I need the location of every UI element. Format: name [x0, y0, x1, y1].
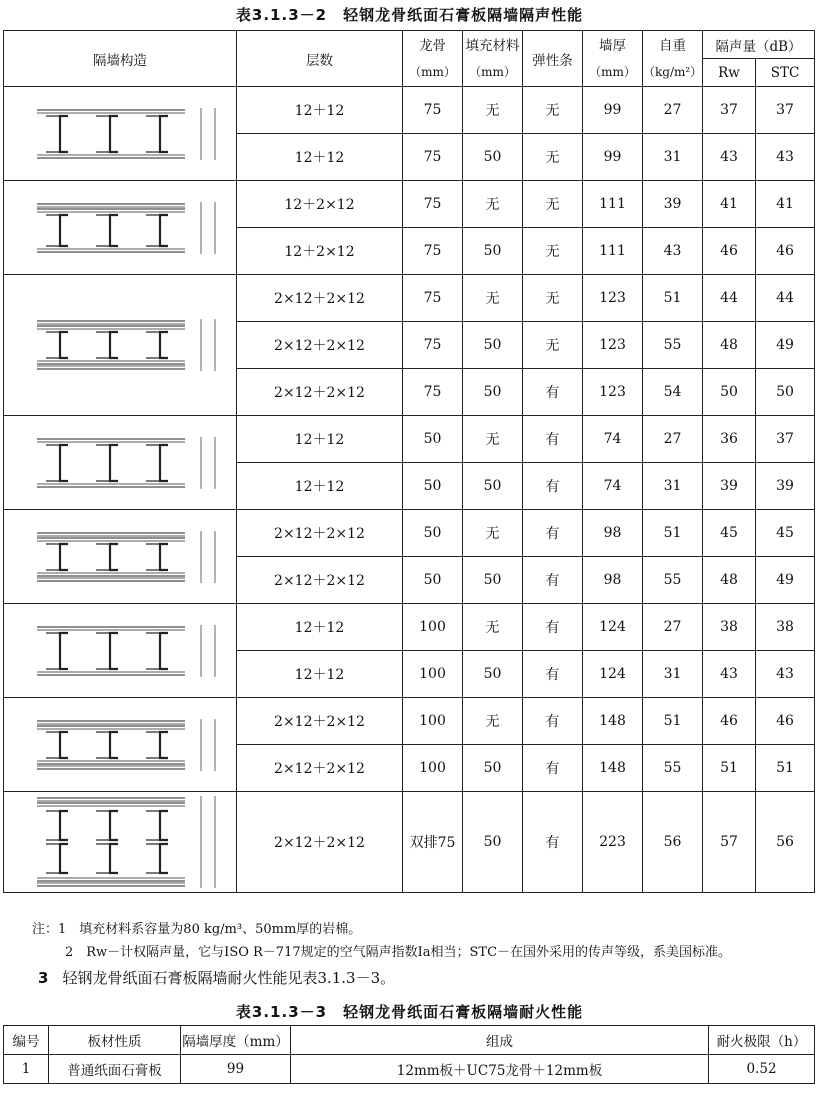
table3-cell-3: 12mm板＋UC75龙骨＋12mm板 [291, 1055, 709, 1084]
wall-section-diagram [15, 792, 225, 892]
table3-cell-1: 普通纸面石膏板 [49, 1055, 181, 1084]
table3-title: 表3.1.3－3 轻钢龙骨纸面石膏板隔墙耐火性能 [235, 1003, 584, 1021]
cell-weight: 55 [643, 745, 703, 792]
cell-fill: 无 [463, 510, 523, 557]
table3-cell-0: 1 [4, 1055, 49, 1084]
cell-fill: 无 [463, 698, 523, 745]
cell-layers: 2×12＋2×12 [237, 698, 403, 745]
cell-strip: 有 [523, 745, 583, 792]
cell-rw: 45 [703, 510, 756, 557]
cell-rw: 48 [703, 557, 756, 604]
cell-rw: 43 [703, 134, 756, 181]
table2-body [4, 87, 815, 893]
wall-structure-cell [4, 792, 237, 893]
cell-thickness: 111 [583, 181, 643, 228]
cell-stud: 100 [403, 604, 463, 651]
cell-rw: 48 [703, 322, 756, 369]
cell-stud: 75 [403, 181, 463, 228]
cell-stc: 43 [756, 134, 815, 181]
cell-stud: 双排75 [403, 792, 463, 893]
table3-header-2: 隔墙厚度（mm） [181, 1026, 291, 1055]
cell-strip: 有 [523, 463, 583, 510]
wall-section-diagram [15, 315, 225, 375]
cell-layers: 2×12＋2×12 [237, 322, 403, 369]
cell-fill: 无 [463, 604, 523, 651]
cell-fill: 无 [463, 416, 523, 463]
cell-strip: 有 [523, 416, 583, 463]
wall-structure-cell [4, 87, 237, 181]
cell-fill: 50 [463, 134, 523, 181]
cell-rw: 50 [703, 369, 756, 416]
table-row [4, 792, 815, 893]
cell-stud: 100 [403, 698, 463, 745]
cell-stc: 39 [756, 463, 815, 510]
cell-weight: 31 [643, 651, 703, 698]
cell-layers: 12＋12 [237, 134, 403, 181]
cell-thickness: 111 [583, 228, 643, 275]
cell-strip: 无 [523, 275, 583, 322]
cell-strip: 无 [523, 181, 583, 228]
header-layers: 层数 [237, 31, 403, 87]
header-thickness: 墙厚 （mm） [583, 31, 643, 87]
cell-stud: 75 [403, 87, 463, 134]
header-structure: 隔墙构造 [4, 31, 237, 87]
cell-strip: 无 [523, 134, 583, 181]
cell-weight: 39 [643, 181, 703, 228]
fire-resistance-table [3, 1025, 815, 1084]
cell-rw: 39 [703, 463, 756, 510]
section-3: 3 轻钢龙骨纸面石膏板隔墙耐火性能见表3.1.3－3。 [38, 969, 396, 987]
cell-layers: 2×12＋2×12 [237, 369, 403, 416]
cell-strip: 无 [523, 322, 583, 369]
cell-weight: 51 [643, 510, 703, 557]
cell-weight: 54 [643, 369, 703, 416]
cell-layers: 12＋12 [237, 604, 403, 651]
cell-layers: 2×12＋2×12 [237, 275, 403, 322]
wall-structure-cell [4, 604, 237, 698]
cell-weight: 43 [643, 228, 703, 275]
cell-thickness: 123 [583, 369, 643, 416]
cell-strip: 有 [523, 792, 583, 893]
cell-stud: 75 [403, 134, 463, 181]
cell-stud: 75 [403, 369, 463, 416]
cell-rw: 51 [703, 745, 756, 792]
cell-rw: 57 [703, 792, 756, 893]
cell-layers: 12＋12 [237, 87, 403, 134]
table2-title: 表3.1.3－2 轻钢龙骨纸面石膏板隔墙隔声性能 [235, 6, 584, 24]
cell-rw: 46 [703, 228, 756, 275]
cell-rw: 43 [703, 651, 756, 698]
wall-structure-cell [4, 698, 237, 792]
cell-layers: 2×12＋2×12 [237, 510, 403, 557]
table-row [4, 698, 815, 745]
cell-thickness: 148 [583, 698, 643, 745]
cell-layers: 12＋2×12 [237, 228, 403, 275]
cell-weight: 31 [643, 463, 703, 510]
cell-stc: 51 [756, 745, 815, 792]
cell-fill: 50 [463, 745, 523, 792]
cell-stud: 50 [403, 557, 463, 604]
cell-thickness: 223 [583, 792, 643, 893]
cell-stc: 37 [756, 416, 815, 463]
cell-thickness: 99 [583, 134, 643, 181]
cell-stud: 75 [403, 275, 463, 322]
cell-weight: 55 [643, 557, 703, 604]
table3-header-0: 编号 [4, 1026, 49, 1055]
notes [32, 918, 731, 964]
cell-layers: 12＋2×12 [237, 181, 403, 228]
cell-weight: 51 [643, 275, 703, 322]
table-row [4, 1055, 815, 1084]
cell-fill: 50 [463, 463, 523, 510]
cell-stc: 41 [756, 181, 815, 228]
wall-section-diagram [15, 104, 225, 164]
cell-stud: 50 [403, 416, 463, 463]
cell-strip: 有 [523, 557, 583, 604]
cell-stud: 100 [403, 651, 463, 698]
table3-header-3: 组成 [291, 1026, 709, 1055]
cell-layers: 2×12＋2×12 [237, 557, 403, 604]
table-row [4, 275, 815, 322]
cell-stud: 100 [403, 745, 463, 792]
wall-section-diagram [15, 527, 225, 587]
cell-weight: 27 [643, 87, 703, 134]
cell-stc: 56 [756, 792, 815, 893]
cell-weight: 31 [643, 134, 703, 181]
table-row [4, 510, 815, 557]
cell-rw: 44 [703, 275, 756, 322]
table-row [4, 87, 815, 134]
wall-structure-cell [4, 181, 237, 275]
cell-strip: 有 [523, 369, 583, 416]
cell-stud: 75 [403, 322, 463, 369]
cell-fill: 无 [463, 87, 523, 134]
cell-stc: 50 [756, 369, 815, 416]
header-rw: Rw [703, 59, 756, 87]
cell-thickness: 99 [583, 87, 643, 134]
cell-fill: 50 [463, 228, 523, 275]
table-row [4, 416, 815, 463]
cell-strip: 有 [523, 604, 583, 651]
wall-section-diagram [15, 715, 225, 775]
cell-stud: 50 [403, 463, 463, 510]
table-row [4, 604, 815, 651]
wall-structure-cell [4, 416, 237, 510]
cell-layers: 2×12＋2×12 [237, 792, 403, 893]
cell-thickness: 124 [583, 651, 643, 698]
cell-weight: 55 [643, 322, 703, 369]
table3-header-4: 耐火极限（h） [709, 1026, 815, 1055]
wall-section-diagram [15, 621, 225, 681]
cell-stc: 43 [756, 651, 815, 698]
cell-strip: 有 [523, 651, 583, 698]
cell-stc: 45 [756, 510, 815, 557]
cell-thickness: 74 [583, 463, 643, 510]
cell-weight: 56 [643, 792, 703, 893]
cell-stc: 49 [756, 557, 815, 604]
cell-thickness: 123 [583, 275, 643, 322]
header-sound: 隔声量（dB） [703, 31, 815, 59]
cell-thickness: 123 [583, 322, 643, 369]
cell-thickness: 148 [583, 745, 643, 792]
cell-layers: 2×12＋2×12 [237, 745, 403, 792]
cell-layers: 12＋12 [237, 463, 403, 510]
cell-stc: 38 [756, 604, 815, 651]
wall-section-diagram [15, 433, 225, 493]
cell-thickness: 98 [583, 557, 643, 604]
cell-thickness: 98 [583, 510, 643, 557]
cell-fill: 50 [463, 369, 523, 416]
table3-header-1: 板材性质 [49, 1026, 181, 1055]
cell-thickness: 124 [583, 604, 643, 651]
cell-fill: 50 [463, 557, 523, 604]
table3-cell-2: 99 [181, 1055, 291, 1084]
cell-stc: 37 [756, 87, 815, 134]
cell-strip: 有 [523, 510, 583, 557]
cell-fill: 无 [463, 275, 523, 322]
cell-rw: 36 [703, 416, 756, 463]
cell-layers: 12＋12 [237, 416, 403, 463]
cell-strip: 无 [523, 87, 583, 134]
wall-structure-cell [4, 275, 237, 416]
cell-fill: 无 [463, 181, 523, 228]
header-stc: STC [756, 59, 815, 87]
note-1: 注：1 填充材料系容量为80 kg/m³、50mm厚的岩棉。 [32, 922, 362, 937]
header-fill: 填充材料 （mm） [463, 31, 523, 87]
cell-weight: 51 [643, 698, 703, 745]
cell-fill: 50 [463, 792, 523, 893]
cell-strip: 无 [523, 228, 583, 275]
header-stud: 龙骨 （mm） [403, 31, 463, 87]
cell-stc: 46 [756, 698, 815, 745]
cell-stc: 49 [756, 322, 815, 369]
cell-fill: 50 [463, 322, 523, 369]
table-row [4, 181, 815, 228]
sound-insulation-table [3, 30, 815, 893]
cell-rw: 46 [703, 698, 756, 745]
header-weight: 自重 （kg/m²） [643, 31, 703, 87]
cell-layers: 12＋12 [237, 651, 403, 698]
cell-stc: 44 [756, 275, 815, 322]
cell-rw: 38 [703, 604, 756, 651]
cell-fill: 50 [463, 651, 523, 698]
cell-weight: 27 [643, 416, 703, 463]
table3-cell-4: 0.52 [709, 1055, 815, 1084]
cell-rw: 41 [703, 181, 756, 228]
cell-stc: 46 [756, 228, 815, 275]
cell-weight: 27 [643, 604, 703, 651]
wall-section-diagram [15, 198, 225, 258]
cell-thickness: 74 [583, 416, 643, 463]
note-2: 2 Rw－计权隔声量，它与ISO R－717规定的空气隔声指数Ia相当；STC－在国外采用的传声等级，系美国标准。 [65, 945, 732, 960]
header-strip: 弹性条 [523, 31, 583, 87]
cell-rw: 37 [703, 87, 756, 134]
cell-strip: 有 [523, 698, 583, 745]
wall-structure-cell [4, 510, 237, 604]
cell-stud: 50 [403, 510, 463, 557]
cell-stud: 75 [403, 228, 463, 275]
